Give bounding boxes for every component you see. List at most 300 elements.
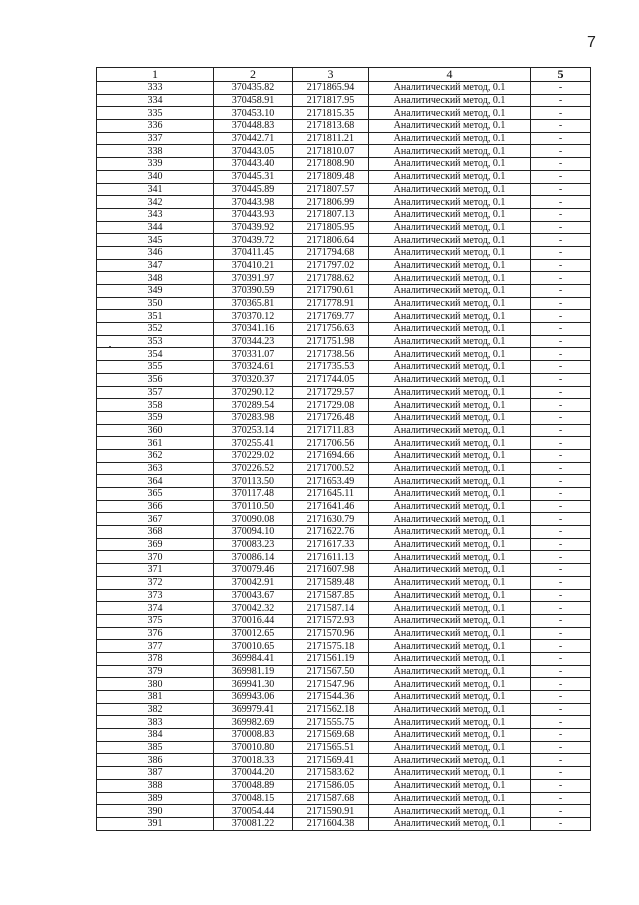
method-cell: Аналитический метод, 0.1 [369, 348, 531, 361]
x-coordinate-cell: 370229.02 [214, 449, 293, 462]
column-5-cell: - [531, 691, 591, 704]
table-row [97, 614, 591, 627]
x-coordinate-cell: 370445.31 [214, 170, 293, 183]
method-cell: Аналитический метод, 0.1 [369, 475, 531, 488]
point-number-cell: 336 [97, 120, 214, 133]
y-coordinate-cell: 2171794.68 [293, 246, 369, 259]
point-number-cell: 360 [97, 424, 214, 437]
point-number-cell: 388 [97, 779, 214, 792]
method-cell: Аналитический метод, 0.1 [369, 449, 531, 462]
x-coordinate-cell: 370012.65 [214, 627, 293, 640]
y-coordinate-cell: 2171807.57 [293, 183, 369, 196]
y-coordinate-cell: 2171653.49 [293, 475, 369, 488]
method-cell: Аналитический метод, 0.1 [369, 170, 531, 183]
column-5-cell: - [531, 208, 591, 221]
y-coordinate-cell: 2171735.53 [293, 361, 369, 374]
y-coordinate-cell: 2171565.51 [293, 741, 369, 754]
method-cell: Аналитический метод, 0.1 [369, 526, 531, 539]
x-coordinate-cell: 370042.91 [214, 576, 293, 589]
method-cell: Аналитический метод, 0.1 [369, 208, 531, 221]
method-cell: Аналитический метод, 0.1 [369, 323, 531, 336]
column-5-cell: - [531, 627, 591, 640]
method-cell: Аналитический метод, 0.1 [369, 729, 531, 742]
x-coordinate-cell: 370341.16 [214, 323, 293, 336]
column-5-cell: - [531, 475, 591, 488]
y-coordinate-cell: 2171547.96 [293, 678, 369, 691]
column-5-cell: - [531, 183, 591, 196]
column-5-cell: - [531, 488, 591, 501]
point-number-cell: 384 [97, 729, 214, 742]
point-number-cell: 361 [97, 437, 214, 450]
method-cell: Аналитический метод, 0.1 [369, 741, 531, 754]
header-x-coordinate: 2 [214, 68, 293, 82]
table-row [97, 246, 591, 259]
column-5-cell: - [531, 576, 591, 589]
column-5-cell: - [531, 158, 591, 171]
point-number-cell: 366 [97, 500, 214, 513]
x-coordinate-cell: 370411.45 [214, 246, 293, 259]
table-row [97, 449, 591, 462]
column-5-cell: - [531, 792, 591, 805]
point-number-cell: 362 [97, 449, 214, 462]
x-coordinate-cell: 370439.72 [214, 234, 293, 247]
x-coordinate-cell: 370445.89 [214, 183, 293, 196]
method-cell: Аналитический метод, 0.1 [369, 310, 531, 323]
method-cell: Аналитический метод, 0.1 [369, 792, 531, 805]
y-coordinate-cell: 2171607.98 [293, 564, 369, 577]
point-number-cell: 350 [97, 297, 214, 310]
point-number-cell: 347 [97, 259, 214, 272]
column-5-cell: - [531, 323, 591, 336]
table-row [97, 767, 591, 780]
method-cell: Аналитический метод, 0.1 [369, 488, 531, 501]
x-coordinate-cell: 370083.23 [214, 538, 293, 551]
x-coordinate-cell: 370289.54 [214, 399, 293, 412]
y-coordinate-cell: 2171808.90 [293, 158, 369, 171]
x-coordinate-cell: 370117.48 [214, 488, 293, 501]
x-coordinate-cell: 370458.91 [214, 94, 293, 107]
table-row [97, 348, 591, 361]
table-row [97, 145, 591, 158]
method-cell: Аналитический метод, 0.1 [369, 754, 531, 767]
y-coordinate-cell: 2171572.93 [293, 614, 369, 627]
point-number-cell: 371 [97, 564, 214, 577]
point-number-cell: 377 [97, 640, 214, 653]
point-number-cell: 364 [97, 475, 214, 488]
y-coordinate-cell: 2171617.33 [293, 538, 369, 551]
y-coordinate-cell: 2171797.02 [293, 259, 369, 272]
header-row [97, 68, 591, 82]
x-coordinate-cell: 370081.22 [214, 817, 293, 830]
y-coordinate-cell: 2171641.46 [293, 500, 369, 513]
table-row [97, 513, 591, 526]
column-5-cell: - [531, 716, 591, 729]
point-number-cell: 355 [97, 361, 214, 374]
table-row [97, 703, 591, 716]
column-5-cell: - [531, 145, 591, 158]
column-5-cell: - [531, 348, 591, 361]
method-cell: Аналитический метод, 0.1 [369, 196, 531, 209]
point-number-cell: 341 [97, 183, 214, 196]
y-coordinate-cell: 2171590.91 [293, 805, 369, 818]
x-coordinate-cell: 370320.37 [214, 373, 293, 386]
table-row [97, 272, 591, 285]
y-coordinate-cell: 2171589.48 [293, 576, 369, 589]
table-row [97, 170, 591, 183]
y-coordinate-cell: 2171562.18 [293, 703, 369, 716]
y-coordinate-cell: 2171583.62 [293, 767, 369, 780]
method-cell: Аналитический метод, 0.1 [369, 272, 531, 285]
table-row [97, 602, 591, 615]
point-number-cell: 369 [97, 538, 214, 551]
y-coordinate-cell: 2171569.41 [293, 754, 369, 767]
y-coordinate-cell: 2171561.19 [293, 652, 369, 665]
column-5-cell: - [531, 449, 591, 462]
y-coordinate-cell: 2171567.50 [293, 665, 369, 678]
table-row [97, 437, 591, 450]
method-cell: Аналитический метод, 0.1 [369, 817, 531, 830]
point-number-cell: 374 [97, 602, 214, 615]
point-number-cell: 339 [97, 158, 214, 171]
point-number-cell: 359 [97, 411, 214, 424]
page-number: 7 [587, 34, 596, 51]
x-coordinate-cell: 370253.14 [214, 424, 293, 437]
table-row [97, 729, 591, 742]
method-cell: Аналитический метод, 0.1 [369, 500, 531, 513]
method-cell: Аналитический метод, 0.1 [369, 703, 531, 716]
column-5-cell: - [531, 170, 591, 183]
y-coordinate-cell: 2171807.13 [293, 208, 369, 221]
x-coordinate-cell: 370044.20 [214, 767, 293, 780]
table-row [97, 82, 591, 95]
coordinates-table [96, 67, 591, 831]
column-5-cell: - [531, 437, 591, 450]
y-coordinate-cell: 2171645.11 [293, 488, 369, 501]
method-cell: Аналитический метод, 0.1 [369, 805, 531, 818]
header-method: 4 [369, 68, 531, 82]
x-coordinate-cell: 369981.19 [214, 665, 293, 678]
table-row [97, 627, 591, 640]
x-coordinate-cell: 369943.06 [214, 691, 293, 704]
point-number-cell: 358 [97, 399, 214, 412]
y-coordinate-cell: 2171694.66 [293, 449, 369, 462]
method-cell: Аналитический метод, 0.1 [369, 234, 531, 247]
x-coordinate-cell: 370283.98 [214, 411, 293, 424]
point-number-cell: 354 [97, 348, 214, 361]
y-coordinate-cell: 2171790.61 [293, 285, 369, 298]
x-coordinate-cell: 370048.89 [214, 779, 293, 792]
x-coordinate-cell: 370453.10 [214, 107, 293, 120]
column-5-cell: - [531, 805, 591, 818]
point-number-cell: 380 [97, 678, 214, 691]
y-coordinate-cell: 2171587.14 [293, 602, 369, 615]
method-cell: Аналитический метод, 0.1 [369, 576, 531, 589]
point-number-cell: 375 [97, 614, 214, 627]
point-number-cell: 363 [97, 462, 214, 475]
column-5-cell: - [531, 196, 591, 209]
method-cell: Аналитический метод, 0.1 [369, 424, 531, 437]
column-5-cell: - [531, 386, 591, 399]
column-5-cell: - [531, 411, 591, 424]
y-coordinate-cell: 2171555.75 [293, 716, 369, 729]
point-number-cell: 342 [97, 196, 214, 209]
method-cell: Аналитический метод, 0.1 [369, 246, 531, 259]
y-coordinate-cell: 2171726.48 [293, 411, 369, 424]
table-row [97, 551, 591, 564]
x-coordinate-cell: 370255.41 [214, 437, 293, 450]
table-row [97, 424, 591, 437]
table-row [97, 373, 591, 386]
y-coordinate-cell: 2171788.62 [293, 272, 369, 285]
table-body [97, 82, 591, 831]
y-coordinate-cell: 2171738.56 [293, 348, 369, 361]
point-number-cell: 383 [97, 716, 214, 729]
method-cell: Аналитический метод, 0.1 [369, 614, 531, 627]
method-cell: Аналитический метод, 0.1 [369, 589, 531, 602]
header-point-number: 1 [97, 68, 214, 82]
table-row [97, 691, 591, 704]
y-coordinate-cell: 2171805.95 [293, 221, 369, 234]
y-coordinate-cell: 2171729.57 [293, 386, 369, 399]
column-5-cell: - [531, 551, 591, 564]
table-row [97, 120, 591, 133]
table-row [97, 741, 591, 754]
y-coordinate-cell: 2171865.94 [293, 82, 369, 95]
column-5-cell: - [531, 652, 591, 665]
x-coordinate-cell: 370086.14 [214, 551, 293, 564]
column-5-cell: - [531, 602, 591, 615]
method-cell: Аналитический метод, 0.1 [369, 779, 531, 792]
table-row [97, 716, 591, 729]
table-row [97, 386, 591, 399]
table-row [97, 285, 591, 298]
point-number-cell: 346 [97, 246, 214, 259]
table-row [97, 589, 591, 602]
x-coordinate-cell: 370054.44 [214, 805, 293, 818]
point-number-cell: 378 [97, 652, 214, 665]
point-number-cell: 335 [97, 107, 214, 120]
table-row [97, 652, 591, 665]
x-coordinate-cell: 370370.12 [214, 310, 293, 323]
method-cell: Аналитический метод, 0.1 [369, 551, 531, 564]
x-coordinate-cell: 370324.61 [214, 361, 293, 374]
x-coordinate-cell: 370331.07 [214, 348, 293, 361]
table-row [97, 183, 591, 196]
column-5-cell: - [531, 513, 591, 526]
point-number-cell: 376 [97, 627, 214, 640]
method-cell: Аналитический метод, 0.1 [369, 259, 531, 272]
y-coordinate-cell: 2171744.05 [293, 373, 369, 386]
column-5-cell: - [531, 82, 591, 95]
table-row [97, 158, 591, 171]
point-number-cell: 334 [97, 94, 214, 107]
method-cell: Аналитический метод, 0.1 [369, 94, 531, 107]
column-5-cell: - [531, 500, 591, 513]
x-coordinate-cell: 370010.80 [214, 741, 293, 754]
method-cell: Аналитический метод, 0.1 [369, 107, 531, 120]
column-5-cell: - [531, 310, 591, 323]
point-number-cell: 351 [97, 310, 214, 323]
point-number-cell: 356 [97, 373, 214, 386]
table-row [97, 792, 591, 805]
x-coordinate-cell: 369984.41 [214, 652, 293, 665]
table-row [97, 500, 591, 513]
x-coordinate-cell: 370094.10 [214, 526, 293, 539]
header-column-5: 5 [531, 68, 591, 82]
x-coordinate-cell: 370443.93 [214, 208, 293, 221]
y-coordinate-cell: 2171729.08 [293, 399, 369, 412]
x-coordinate-cell: 369979.41 [214, 703, 293, 716]
table-row [97, 817, 591, 830]
table-row [97, 564, 591, 577]
table-row [97, 538, 591, 551]
y-coordinate-cell: 2171769.77 [293, 310, 369, 323]
point-number-cell: 344 [97, 221, 214, 234]
method-cell: Аналитический метод, 0.1 [369, 411, 531, 424]
point-number-cell: 349 [97, 285, 214, 298]
column-5-cell: - [531, 285, 591, 298]
table-row [97, 754, 591, 767]
y-coordinate-cell: 2171810.07 [293, 145, 369, 158]
column-5-cell: - [531, 614, 591, 627]
point-number-cell: 368 [97, 526, 214, 539]
x-coordinate-cell: 370365.81 [214, 297, 293, 310]
method-cell: Аналитический метод, 0.1 [369, 602, 531, 615]
table-row [97, 310, 591, 323]
table-row [97, 259, 591, 272]
point-number-cell: 345 [97, 234, 214, 247]
x-coordinate-cell: 369982.69 [214, 716, 293, 729]
y-coordinate-cell: 2171700.52 [293, 462, 369, 475]
x-coordinate-cell: 370390.59 [214, 285, 293, 298]
table-row [97, 411, 591, 424]
method-cell: Аналитический метод, 0.1 [369, 767, 531, 780]
column-5-cell: - [531, 234, 591, 247]
column-5-cell: - [531, 272, 591, 285]
table-row [97, 297, 591, 310]
y-coordinate-cell: 2171630.79 [293, 513, 369, 526]
column-5-cell: - [531, 678, 591, 691]
x-coordinate-cell: 370391.97 [214, 272, 293, 285]
point-number-cell: 381 [97, 691, 214, 704]
point-number-cell: 338 [97, 145, 214, 158]
point-number-cell: 373 [97, 589, 214, 602]
column-5-cell: - [531, 259, 591, 272]
method-cell: Аналитический метод, 0.1 [369, 361, 531, 374]
point-number-cell: 343 [97, 208, 214, 221]
x-coordinate-cell: 370290.12 [214, 386, 293, 399]
method-cell: Аналитический метод, 0.1 [369, 716, 531, 729]
column-5-cell: - [531, 767, 591, 780]
column-5-cell: - [531, 462, 591, 475]
y-coordinate-cell: 2171806.64 [293, 234, 369, 247]
point-number-cell: 337 [97, 132, 214, 145]
y-coordinate-cell: 2171611.13 [293, 551, 369, 564]
table-row [97, 475, 591, 488]
method-cell: Аналитический метод, 0.1 [369, 640, 531, 653]
table-row [97, 576, 591, 589]
x-coordinate-cell: 370344.23 [214, 335, 293, 348]
x-coordinate-cell: 370010.65 [214, 640, 293, 653]
y-coordinate-cell: 2171604.38 [293, 817, 369, 830]
column-5-cell: - [531, 729, 591, 742]
x-coordinate-cell: 370113.50 [214, 475, 293, 488]
column-5-cell: - [531, 564, 591, 577]
column-5-cell: - [531, 221, 591, 234]
column-5-cell: - [531, 665, 591, 678]
point-number-cell: 372 [97, 576, 214, 589]
table-row [97, 196, 591, 209]
y-coordinate-cell: 2171806.99 [293, 196, 369, 209]
table-row [97, 94, 591, 107]
point-number-cell: 391 [97, 817, 214, 830]
method-cell: Аналитический метод, 0.1 [369, 652, 531, 665]
y-coordinate-cell: 2171587.68 [293, 792, 369, 805]
x-coordinate-cell: 370110.50 [214, 500, 293, 513]
y-coordinate-cell: 2171622.76 [293, 526, 369, 539]
column-5-cell: - [531, 246, 591, 259]
column-5-cell: - [531, 361, 591, 374]
x-coordinate-cell: 370448.83 [214, 120, 293, 133]
point-number-cell: 340 [97, 170, 214, 183]
column-5-cell: - [531, 779, 591, 792]
method-cell: Аналитический метод, 0.1 [369, 132, 531, 145]
method-cell: Аналитический метод, 0.1 [369, 665, 531, 678]
point-number-cell: 390 [97, 805, 214, 818]
x-coordinate-cell: 370443.05 [214, 145, 293, 158]
column-5-cell: - [531, 107, 591, 120]
table-header [97, 68, 591, 82]
column-5-cell: - [531, 640, 591, 653]
method-cell: Аналитический метод, 0.1 [369, 386, 531, 399]
point-number-cell: 365 [97, 488, 214, 501]
method-cell: Аналитический метод, 0.1 [369, 513, 531, 526]
x-coordinate-cell: 370048.15 [214, 792, 293, 805]
table-row [97, 779, 591, 792]
point-number-cell: 367 [97, 513, 214, 526]
point-number-cell: 357 [97, 386, 214, 399]
x-coordinate-cell: 370016.44 [214, 614, 293, 627]
table-row [97, 234, 591, 247]
y-coordinate-cell: 2171570.96 [293, 627, 369, 640]
column-5-cell: - [531, 373, 591, 386]
header-y-coordinate: 3 [293, 68, 369, 82]
column-5-cell: - [531, 538, 591, 551]
table-row [97, 107, 591, 120]
y-coordinate-cell: 2171569.68 [293, 729, 369, 742]
point-number-cell: 348 [97, 272, 214, 285]
column-5-cell: - [531, 94, 591, 107]
column-5-cell: - [531, 424, 591, 437]
method-cell: Аналитический метод, 0.1 [369, 285, 531, 298]
method-cell: Аналитический метод, 0.1 [369, 297, 531, 310]
x-coordinate-cell: 370442.71 [214, 132, 293, 145]
method-cell: Аналитический метод, 0.1 [369, 564, 531, 577]
method-cell: Аналитический метод, 0.1 [369, 183, 531, 196]
x-coordinate-cell: 370226.52 [214, 462, 293, 475]
column-5-cell: - [531, 754, 591, 767]
point-number-cell: 387 [97, 767, 214, 780]
column-5-cell: - [531, 589, 591, 602]
column-5-cell: - [531, 741, 591, 754]
x-coordinate-cell: 370042.32 [214, 602, 293, 615]
table-row [97, 678, 591, 691]
x-coordinate-cell: 370090.08 [214, 513, 293, 526]
method-cell: Аналитический метод, 0.1 [369, 627, 531, 640]
y-coordinate-cell: 2171811.21 [293, 132, 369, 145]
y-coordinate-cell: 2171706.56 [293, 437, 369, 450]
y-coordinate-cell: 2171575.18 [293, 640, 369, 653]
